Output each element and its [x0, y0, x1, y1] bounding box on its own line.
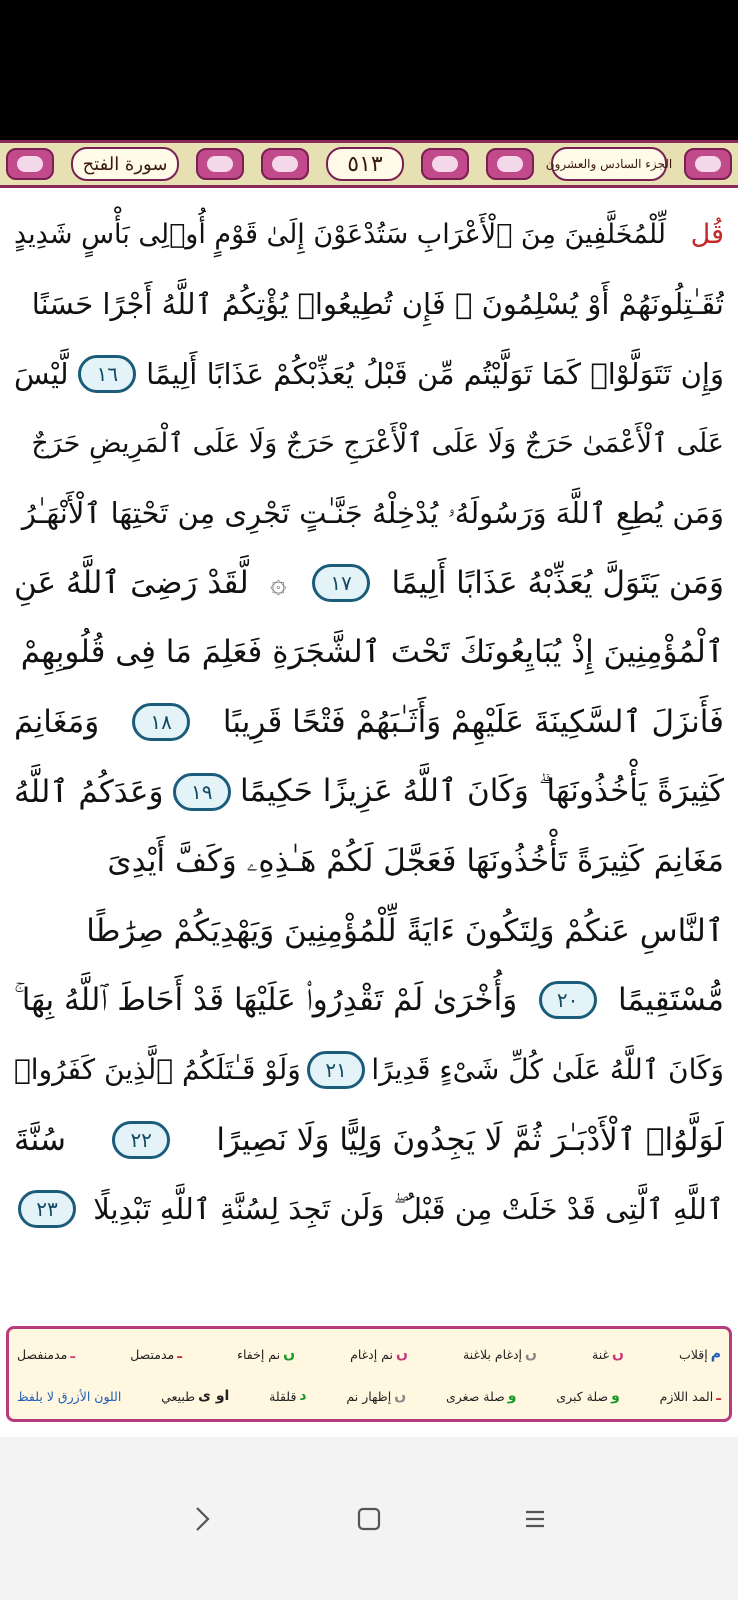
legend-symbol: و: [507, 1388, 517, 1404]
page-number: ٥١٣: [326, 147, 404, 181]
legend-label: مدمنفصل: [17, 1346, 68, 1362]
verse-text: وَمَن يُطِعِ ٱللَّهَ وَرَسُولَهُۥ يُدْخِلْهُ جَنَّـٰتٍ تَجْرِى مِن تَحْتِهَا ٱلْأَنْهَـٰرُ: [21, 495, 724, 530]
legend-item: [350, 1346, 408, 1362]
legend-item: [679, 1346, 721, 1362]
legend-symbol: ں: [525, 1346, 537, 1362]
verse-line: [14, 1105, 724, 1175]
verse-text: وَإِن تَتَوَلَّوْا۟ كَمَا تَوَلَّيْتُم مِّن قَبْلُ يُعَذِّبْكُمْ عَذَابًا أَلِيمًا: [146, 356, 724, 391]
verse-number-marker: ٢٣: [18, 1190, 76, 1228]
status-bar: [0, 0, 738, 140]
legend-label: نم إدغام: [350, 1346, 393, 1362]
verse-text: ٱللَّهِ ٱلَّتِى قَدْ خَلَتْ مِن قَبْلُ ۖ وَلَن تَجِدَ لِسُنَّةِ ٱللَّهِ تَبْدِيلًا: [93, 1191, 724, 1226]
verse-text: سُنَّةَ: [14, 1121, 66, 1158]
chevron-right-icon: [192, 1505, 214, 1533]
verse-text: ٱلنَّاسِ عَنكُمْ وَلِتَكُونَ ءَايَةً لِّلْمُؤْمِنِينَ وَيَهْدِيَكُمْ صِرَٰطًا: [86, 912, 724, 949]
verse-line: [14, 200, 724, 270]
hizb-star-icon: ۞: [270, 566, 287, 600]
legend-item: [592, 1346, 624, 1362]
legend-symbol: ں: [394, 1388, 407, 1404]
verse-text: وَمَن يَتَوَلَّ يُعَذِّبْهُ عَذَابًا أَلِيمًا: [391, 564, 724, 601]
verse-line: [14, 618, 724, 688]
verse-line: [14, 339, 724, 409]
verse-text: لِّلْمُخَلَّفِينَ مِنَ ٱلْأَعْرَابِ سَتُدْعَوْنَ إِلَىٰ قَوْمٍ أُو۟لِى بَأْسٍ شَدِيدٍ: [14, 219, 666, 251]
verse-number-marker: ١٧: [312, 564, 370, 602]
verse-text: كَثِيرَةً يَأْخُذُونَهَا ۗ وَكَانَ ٱللَّهُ عَزِيزًا حَكِيمًا: [239, 773, 724, 810]
ornament-icon: [421, 148, 469, 180]
legend-symbol: ـ: [177, 1346, 183, 1362]
verse-line: [14, 409, 724, 479]
legend-symbol: ں: [395, 1346, 408, 1362]
verse-text-area: [14, 200, 724, 1320]
verse-text: لَوَلَّوُا۟ ٱلْأَدْبَـٰرَ ثُمَّ لَا يَجِدُونَ وَلِيًّا وَلَا نَصِيرًا: [216, 1121, 724, 1158]
legend-symbol: و: [611, 1388, 620, 1404]
verse-text: مُّسْتَقِيمًا: [617, 982, 724, 1019]
ornament-icon: [684, 148, 732, 180]
verse-number-marker: ٢٠: [539, 981, 597, 1019]
square-icon: [356, 1506, 382, 1532]
legend-label: صلة صغرى: [446, 1388, 505, 1404]
verse-text: لَّقَدْ رَضِىَ ٱللَّهُ عَنِ: [14, 564, 249, 601]
legend-label: مدمتصل: [130, 1346, 175, 1362]
legend-item: [17, 1346, 75, 1362]
juz-label: الجزء السادس والعشرون: [551, 147, 667, 181]
legend-label: إدغام بلاغنة: [462, 1346, 523, 1362]
tajweed-legend: [6, 1326, 732, 1422]
verse-text: وَأُخْرَىٰ لَمْ تَقْدِرُوا۟ عَلَيْهَا قَدْ أَحَاطَ ٱللَّهُ بِهَا ۚ: [14, 981, 518, 1018]
legend-symbol: ـ: [70, 1346, 76, 1362]
verse-text: وَمَغَانِمَ: [14, 703, 100, 740]
legend-item: [269, 1388, 306, 1404]
verse-text: وَكَانَ ٱللَّهُ عَلَىٰ كُلِّ شَىْءٍ قَدِيرًا: [371, 1053, 724, 1087]
legend-label: إظهار نم: [346, 1388, 392, 1404]
legend-label: قلقلة: [269, 1388, 297, 1404]
legend-symbol: م: [710, 1346, 721, 1362]
surah-name: سورة الفتح: [71, 147, 179, 181]
verse-line: [14, 478, 724, 548]
verse-line: [14, 1035, 724, 1105]
legend-label: المد اللازم: [659, 1388, 714, 1404]
verse-text: وَعَدَكُمُ ٱللَّهُ: [14, 773, 164, 810]
legend-item: [446, 1388, 516, 1404]
legend-label: نم إخفاء: [237, 1346, 281, 1362]
home-button[interactable]: [339, 1489, 399, 1549]
legend-item: [346, 1388, 406, 1404]
ornament-icon: [6, 148, 54, 180]
legend-row: [17, 1333, 721, 1375]
ornament-icon: [261, 148, 309, 180]
legend-item: [556, 1388, 620, 1404]
ornament-icon: [486, 148, 534, 180]
legend-label: غنة: [592, 1346, 610, 1362]
verse-text: تُقَـٰتِلُونَهُمْ أَوْ يُسْلِمُونَ ۖ فَإِن تُطِيعُوا۟ يُؤْتِكُمُ ٱللَّهُ أَجْرًا حَسَنًا: [31, 287, 724, 322]
legend-item: [17, 1389, 121, 1404]
verse-line: [14, 896, 724, 966]
menu-lines-icon: [522, 1506, 548, 1532]
legend-symbol: د: [299, 1388, 307, 1404]
verse-number-marker: ٢٢: [112, 1121, 170, 1159]
verse-text: وَلَوْ قَـٰتَلَكُمُ ٱلَّذِينَ كَفَرُوا۟: [14, 1053, 301, 1087]
verse-line: [14, 966, 724, 1036]
legend-label: اللون الأزرق لا يلفظ: [17, 1388, 122, 1404]
verse-line: [14, 1174, 724, 1244]
legend-label: صلة كبرى: [556, 1388, 609, 1404]
verse-text: قُل: [690, 219, 724, 251]
legend-symbol: ـ: [716, 1388, 721, 1404]
recents-button[interactable]: [505, 1489, 565, 1549]
verse-number-marker: ١٨: [132, 703, 190, 741]
verse-line: [14, 757, 724, 827]
verse-line: [14, 270, 724, 340]
verse-number-marker: ٢١: [307, 1051, 365, 1089]
verse-text: عَلَى ٱلْأَعْمَىٰ حَرَجٌ وَلَا عَلَى ٱلْأَعْرَجِ حَرَجٌ وَلَا عَلَى ٱلْمَرِيضِ حَرَجٌ: [31, 428, 724, 460]
verse-text: لَّيْسَ: [14, 356, 69, 391]
verse-text: فَأَنزَلَ ٱلسَّكِينَةَ عَلَيْهِمْ وَأَثَـٰبَهُمْ فَتْحًا قَرِيبًا: [222, 703, 724, 740]
navigation-bar: [0, 1437, 738, 1600]
legend-label: طبيعي: [161, 1388, 196, 1404]
legend-symbol: ں: [283, 1346, 296, 1362]
mushaf-page: [0, 140, 738, 1437]
legend-symbol: او ى: [198, 1388, 230, 1404]
verse-line: [14, 687, 724, 757]
legend-item: [237, 1346, 295, 1362]
legend-item: [660, 1388, 721, 1404]
verse-text: ٱلْمُؤْمِنِينَ إِذْ يُبَايِعُونَكَ تَحْتَ ٱلشَّجَرَةِ فَعَلِمَ مَا فِى قُلُوبِهِمْ: [20, 634, 724, 671]
legend-item: [161, 1388, 229, 1404]
legend-label: إقلاب: [679, 1346, 708, 1362]
legend-row: [17, 1375, 721, 1417]
legend-symbol: ں: [612, 1346, 624, 1362]
verse-number-marker: ١٩: [173, 773, 231, 811]
ornament-icon: [196, 148, 244, 180]
verse-number-marker: ١٦: [78, 355, 136, 393]
verse-text: مَغَانِمَ كَثِيرَةً تَأْخُذُونَهَا فَعَجَّلَ لَكُمْ هَـٰذِهِۦ وَكَفَّ أَيْدِىَ: [107, 842, 724, 879]
legend-item: [130, 1346, 182, 1362]
page-header: [0, 140, 738, 188]
verse-line: [14, 826, 724, 896]
legend-item: [463, 1346, 537, 1362]
back-button[interactable]: [173, 1489, 233, 1549]
verse-line: [14, 548, 724, 618]
